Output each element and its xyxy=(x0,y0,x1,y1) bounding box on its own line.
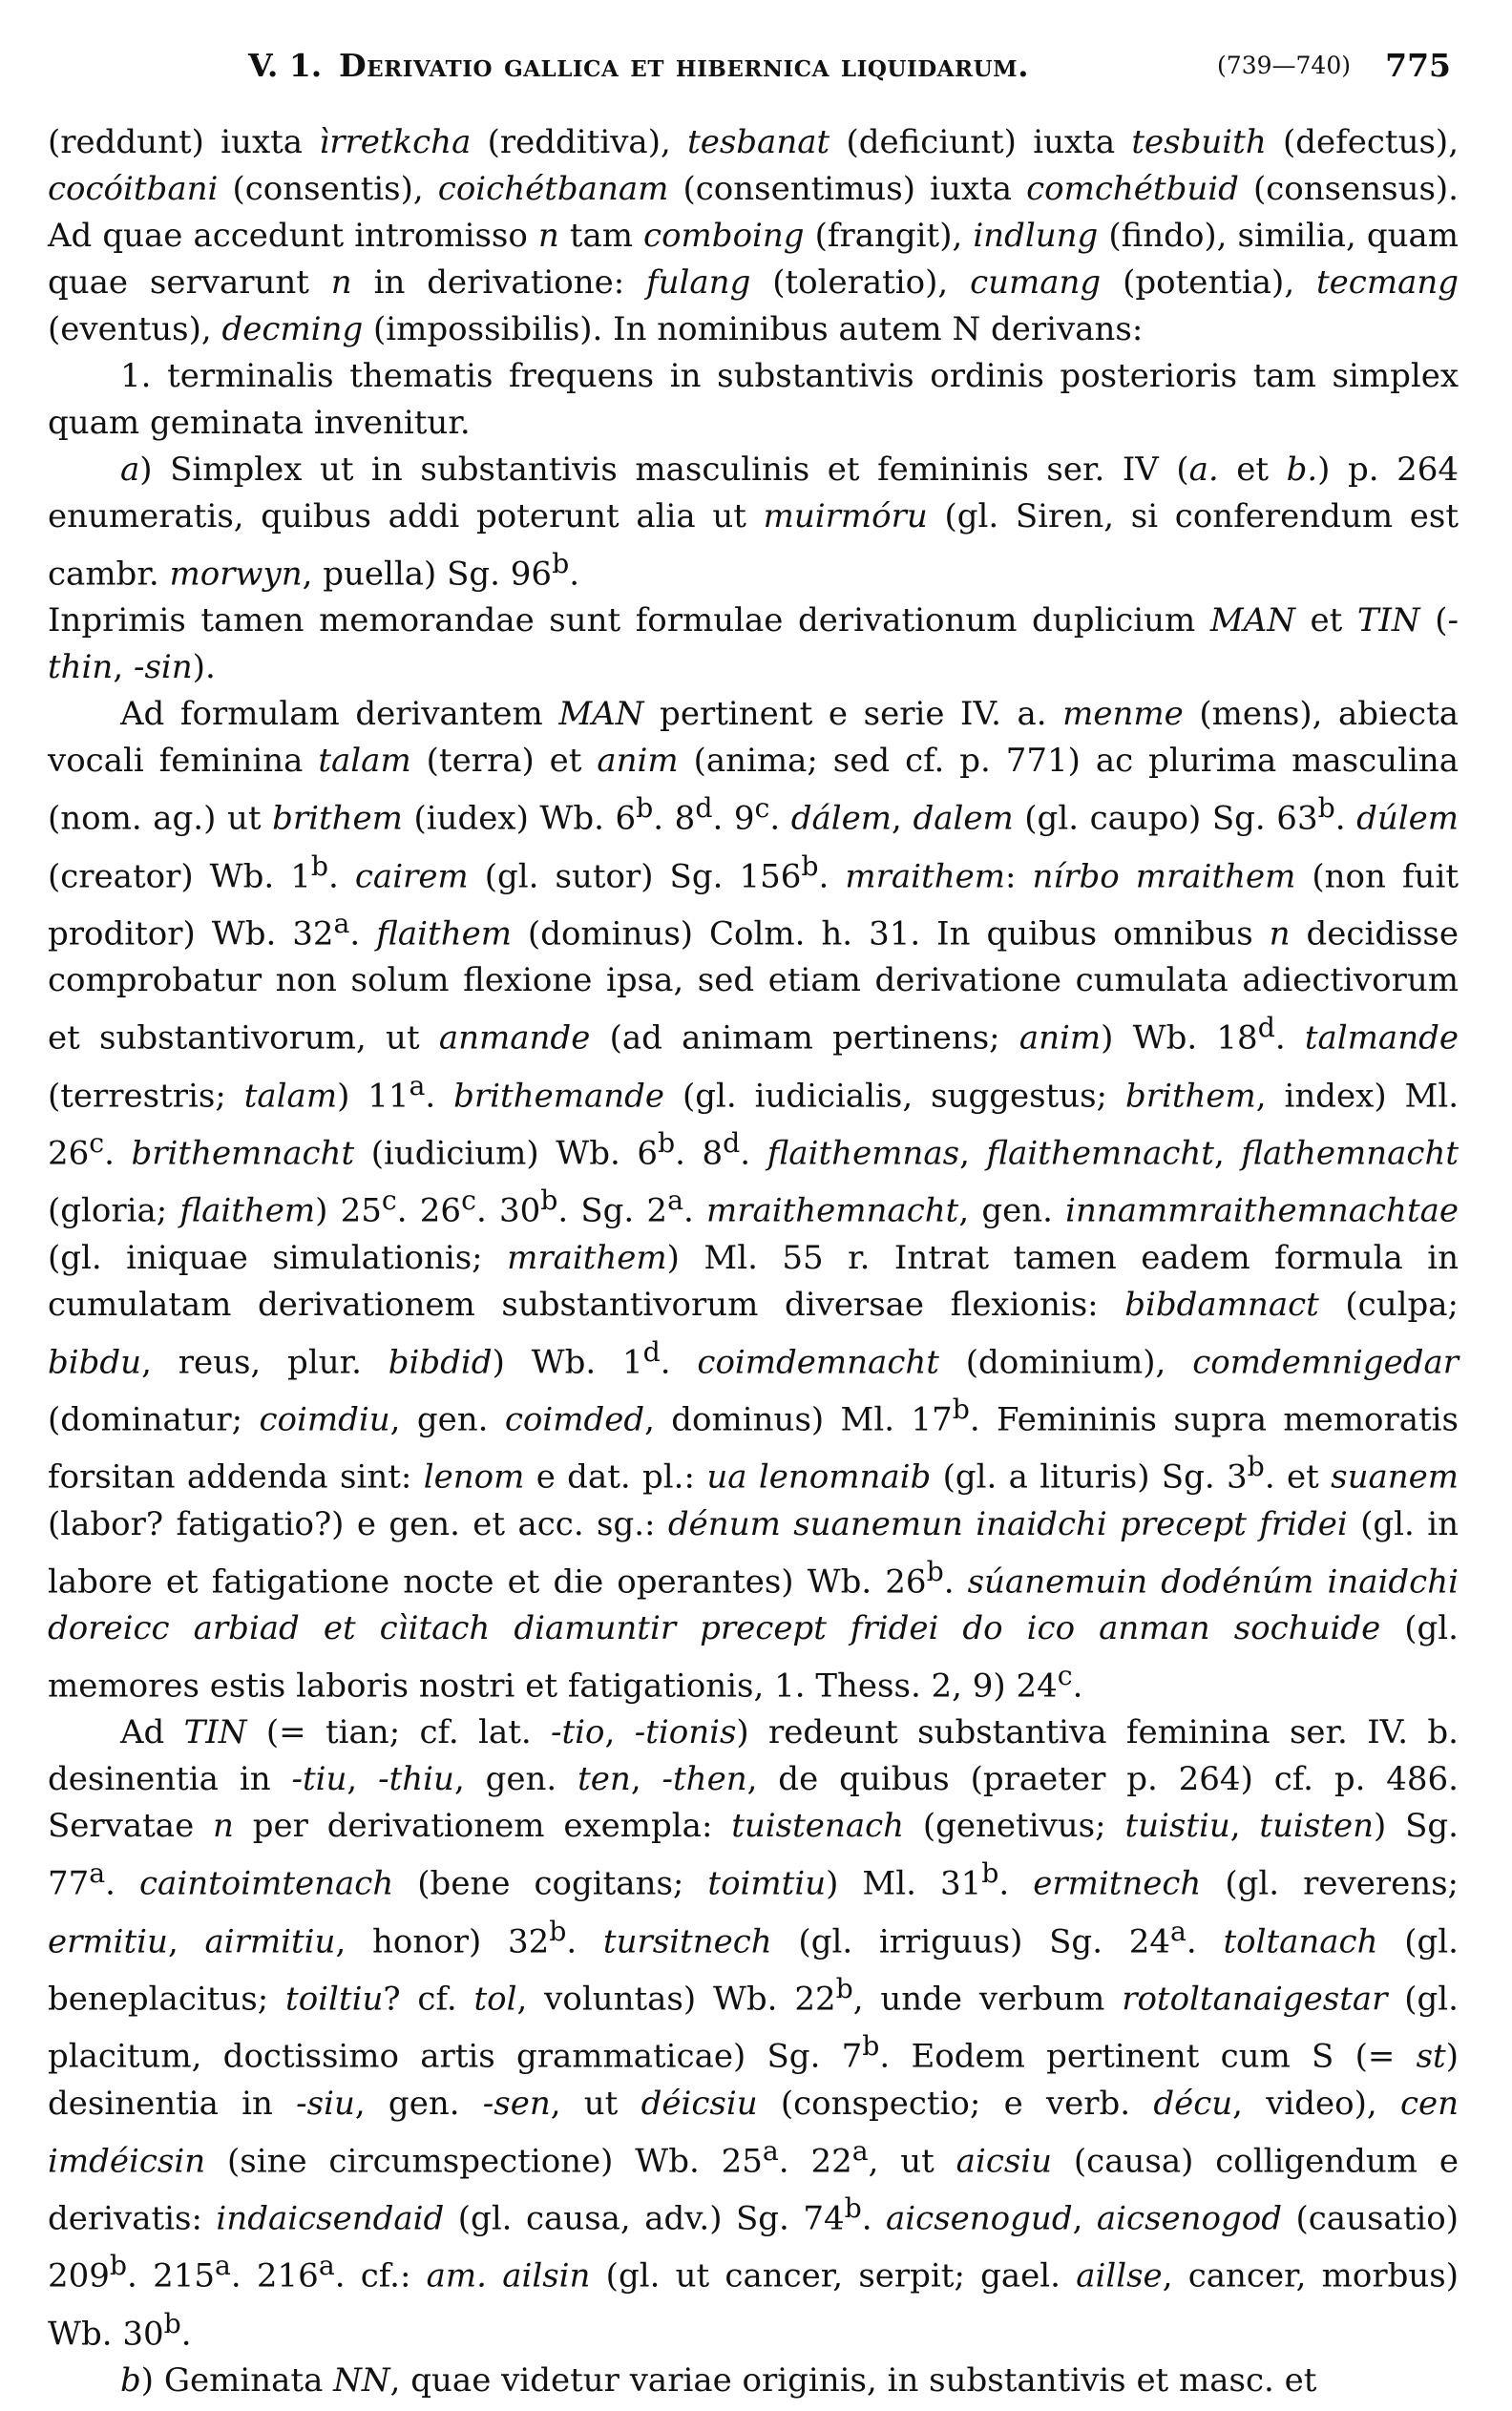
paragraph-3: a) Simplex ut in substantivis masculinis et femininis ser. IV (a. et b.) p. 264 enumeratis, quibus addi poterunt alia ut muirmóru (gl. Siren, si conferendum est cambr. morwyn, puella) Sg. 96$^b$. xyxy=(48,451,1459,594)
paragraph-2: 1. terminalis thematis frequens in substantivis ordinis posterioris tam simplex quam geminata invenitur. xyxy=(48,357,1459,442)
paragraph-4: Inprimis tamen memorandae sunt formulae derivationum duplicium MAN et TIN (-thin, -sin). xyxy=(48,601,1459,687)
paragraph-1: (reddunt) iuxta ìrretkcha (redditiva), tesbanat (deficiunt) iuxta tesbuith (defectus), cocóitbani (consentis), coichétbanam (consentimus) iuxta comchétbuid (consensus). Ad quae accedunt intromisso n tam comboing (frangit), indlung (findo), similia, quam quae servarunt n in derivatione: fulang (toleratio), cumang (potentia), tecmang (eventus), decming (impossibilis). In nominibus autem N derivans: xyxy=(48,123,1460,348)
column-numbers: (739—740) xyxy=(1217,52,1351,79)
body-text xyxy=(48,119,1459,2404)
running-title: Derivatio gallica et hibernica liquidarum. xyxy=(339,47,1030,84)
paragraph-5: Ad formulam derivantem MAN pertinent e serie IV. a. menme (mens), abiecta vocali feminina talam (terra) et anim (anima; sed cf. p. 771) ac plurima masculina (nom. ag.) ut brithem (iudex) Wb. 6$^b$. 8$^d$. 9$^c$. dálem, dalem (gl. caupo) Sg. 63$^b$. dúlem (creator) Wb. 1$^b$. cairem (gl. sutor) Sg. 156$^b$. mraithem: nírbo mraithem (non fuit proditor) Wb. 32$^a$. flaithem (dominus) Colm. h. 31. In quibus omnibus n decidisse comprobatur non solum flexione ipsa, sed etiam derivatione cumulata adiectivorum et substantivorum, ut anmande (ad animam pertinens; anim) Wb. 18$^d$. talmande (terrestris; talam) 11$^a$. brithemande (gl. iudicialis, suggestus; brithem, index) Ml. 26$^c$. brithemnacht (iudicium) Wb. 6$^b$. 8$^d$. flaithemnas, flaithemnacht, flathemnacht (gloria; flaithem) 25$^c$. 26$^c$. 30$^b$. Sg. 2$^a$. mraithemnacht, gen. innammraithemnachtae (gl. iniquae simulationis; mraithem) Ml. 55 r. Intrat tamen eadem formula in cumulatam derivationem substantivorum diversae flexionis: bibdamnact (culpa; bibdu, reus, plur. bibdid) Wb. 1$^d$. coimdemnacht (dominium), comdemnigedar (dominatur; coimdiu, gen. coimded, dominus) Ml. 17$^b$. Femininis supra memoratis forsitan addenda sint: lenom e dat. pl.: ua lenomnaib (gl. a lituris) Sg. 3$^b$. et suanem (labor? fatigatio?) e gen. et acc. sg.: dénum suanemun inaidchi precept fridei (gl. in labore et fatigatione nocte et die operantes) Wb. 26$^b$. súanemuin dodénúm inaidchi doreicc arbiad et cìitach diamuntir precept fridei do ico anman sochuide (gl. memores estis laboris nostri et fatigationis, 1. Thess. 2, 9) 24$^c$. xyxy=(48,695,1460,1706)
page-number: 775 xyxy=(1385,47,1451,84)
section-number: V. 1. xyxy=(248,47,323,84)
paragraph-6: Ad TIN (= tian; cf. lat. -tio, -tionis) redeunt substantiva feminina ser. IV. b. desinentia in -tiu, -thiu, gen. ten, -then, de quibus (praeter p. 264) cf. p. 486. Servatae n per derivationem exempla: tuistenach (genetivus; tuistiu, tuisten) Sg. 77$^a$. caintoimtenach (bene cogitans; toimtiu) Ml. 31$^b$. ermitnech (gl. reverens; ermitiu, airmitiu, honor) 32$^b$. tursitnech (gl. irriguus) Sg. 24$^a$. toltanach (gl. beneplacitus; toiltiu? cf. tol, voluntas) Wb. 22$^b$, unde verbum rotoltanaigestar (gl. placitum, doctissimo artis grammaticae) Sg. 7$^b$. Eodem pertinent cum S (= st) desinentia in -siu, gen. -sen, ut déicsiu (conspectio; e verb. décu, video), cen imdéicsin (sine circumspectione) Wb. 25$^a$. 22$^a$, ut aicsiu (causa) colligendum e derivatis: indaicsendaid (gl. causa, adv.) Sg. 74$^b$. aicsenogud, aicsenogod (causatio) 209$^b$. 215$^a$. 216$^a$. cf.: am. ailsin (gl. ut cancer, serpit; gael. aillse, cancer, morbus) Wb. 30$^b$. xyxy=(48,1713,1460,2353)
paragraph-7: b) Geminata NN, quae videtur variae originis, in substantivis et masc. et xyxy=(120,2360,1317,2400)
running-header xyxy=(248,42,1451,90)
